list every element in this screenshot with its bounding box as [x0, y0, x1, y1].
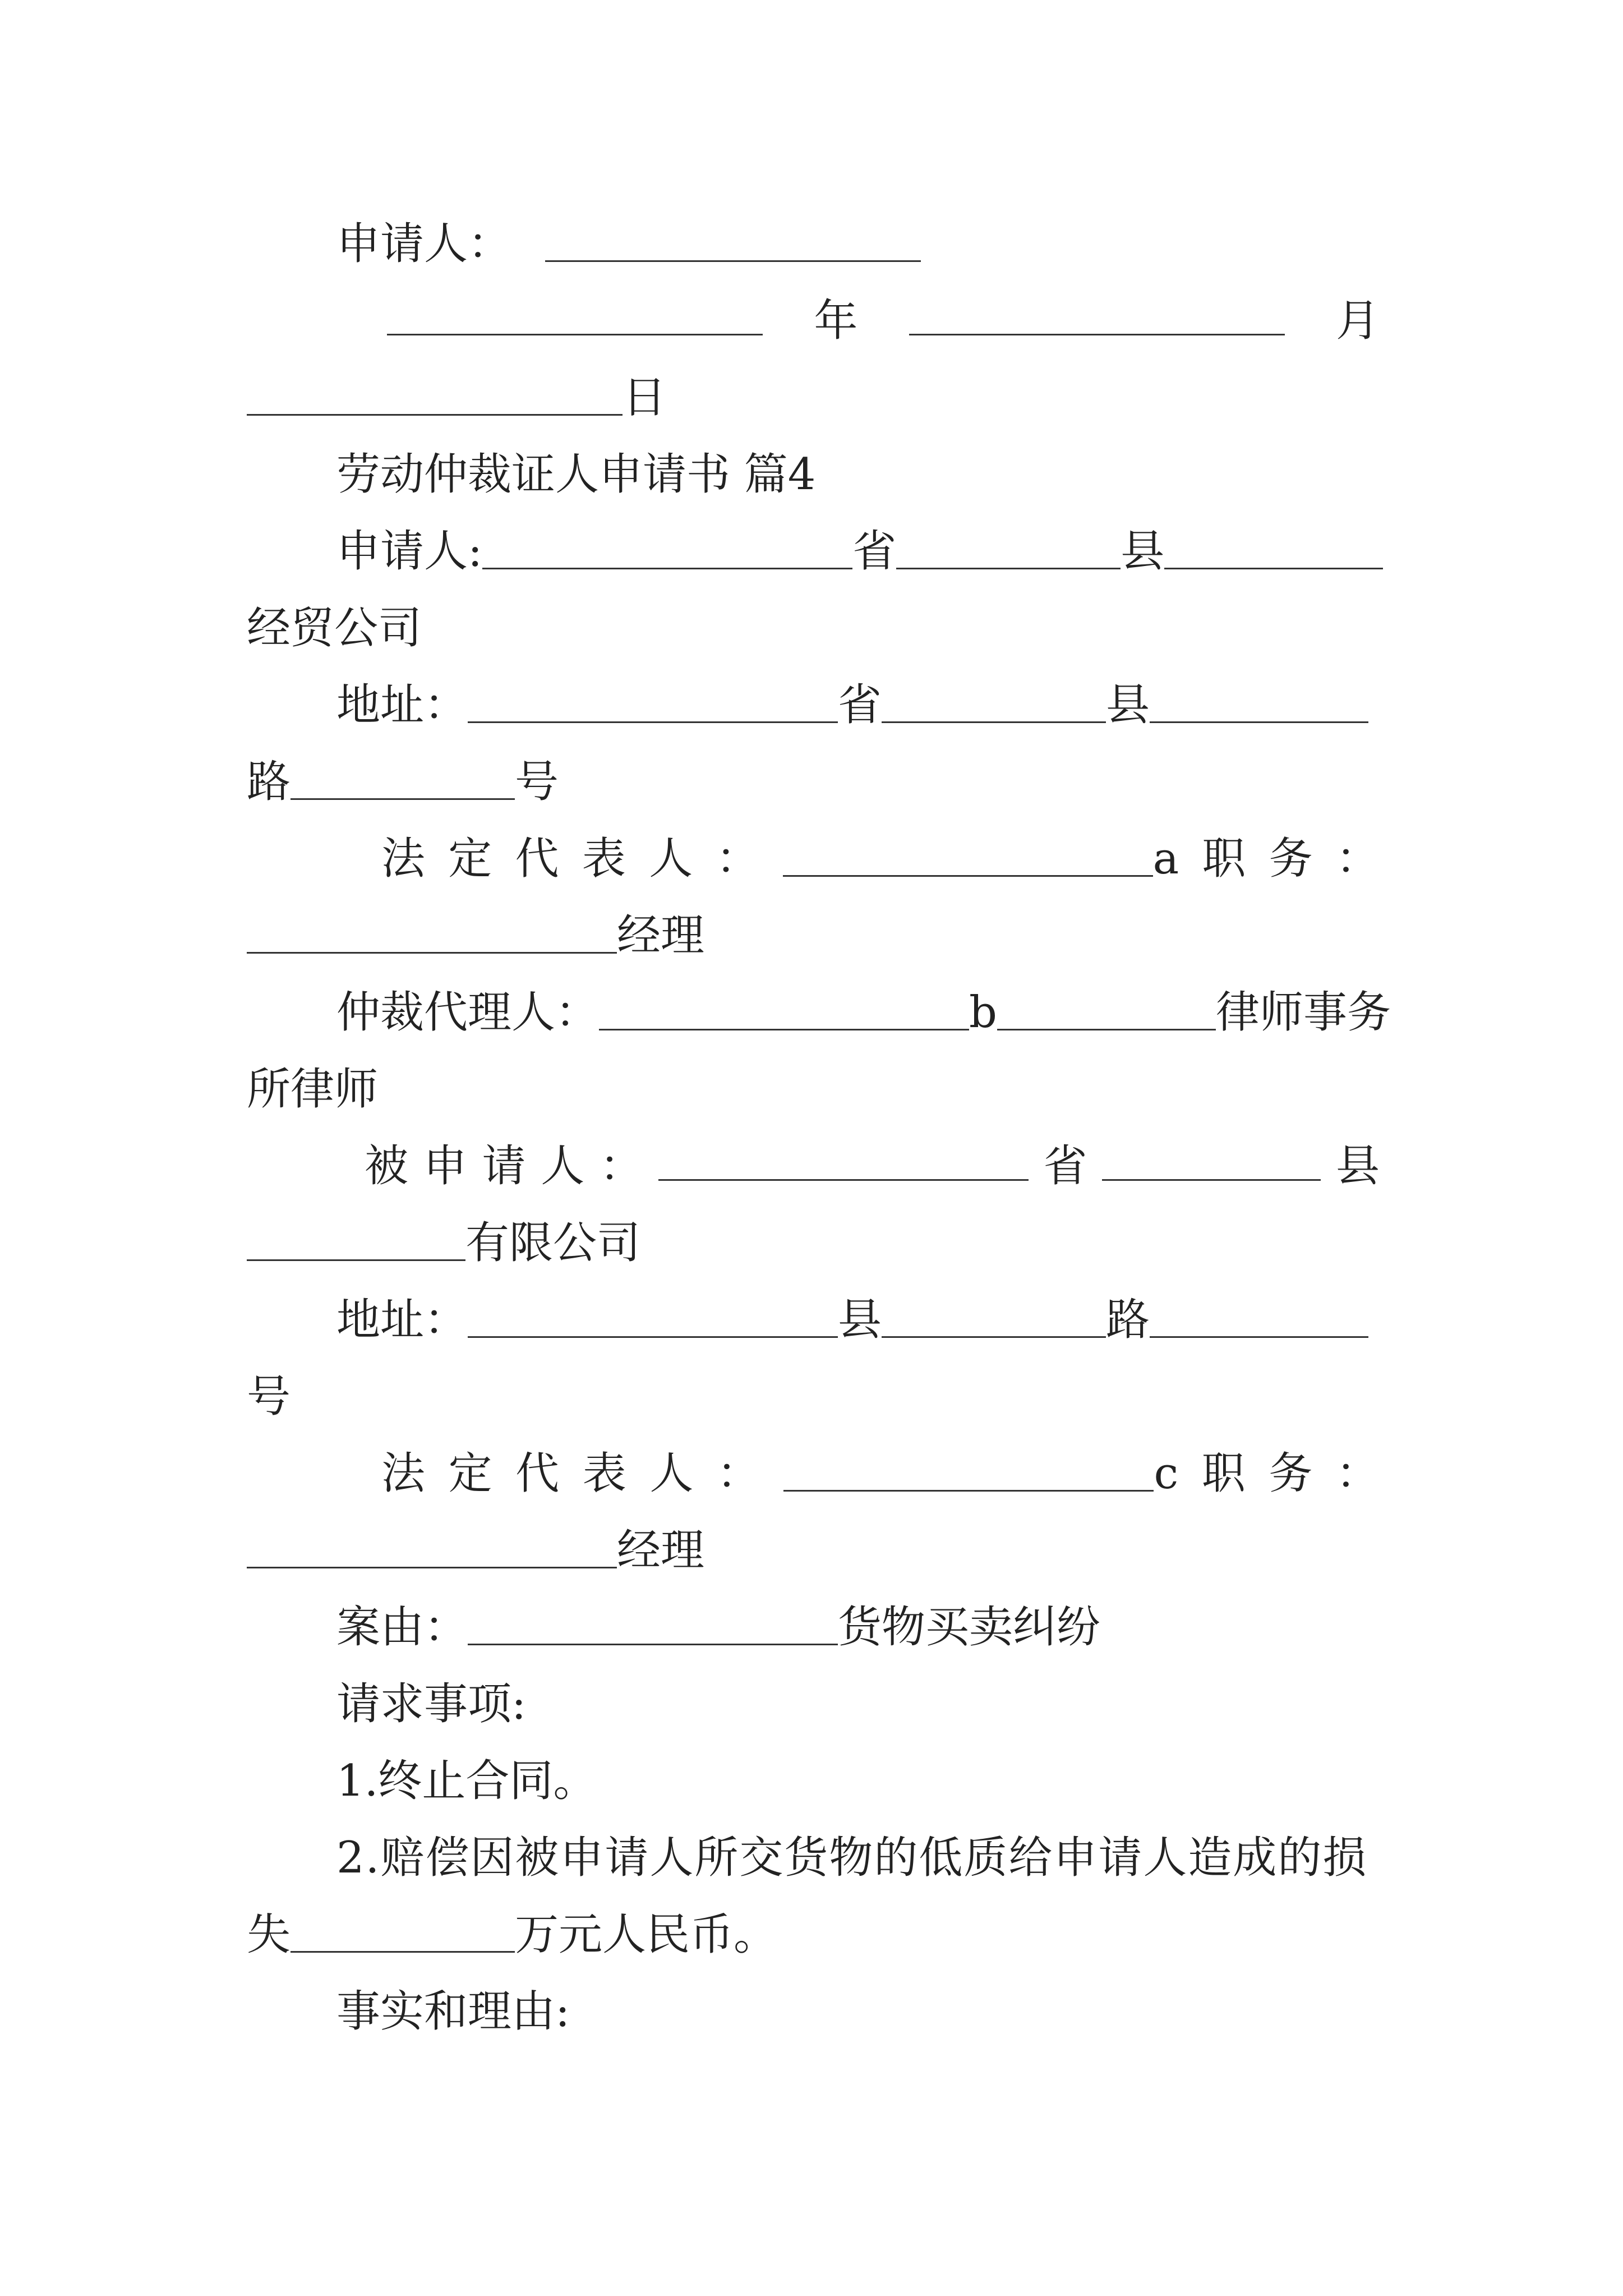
number-label: 号 [515, 757, 559, 807]
blank-field[interactable] [783, 1490, 1154, 1492]
legal-rep-line [381, 828, 1380, 890]
char: 代 [515, 834, 559, 884]
facts-heading: 事实和理由: [336, 1986, 570, 2037]
blank-field[interactable] [468, 1644, 838, 1645]
lawyer-label: 所律师 [247, 1064, 379, 1115]
province-label: 省 [838, 680, 882, 730]
char: 表 [582, 834, 626, 884]
blank-field[interactable] [247, 1567, 617, 1568]
legal-rep-line-2 [381, 1443, 1380, 1504]
blank-field[interactable] [909, 334, 1285, 335]
road-label: 路 [247, 757, 291, 807]
manager-line [247, 905, 704, 967]
claims-heading: 请求事项: [336, 1679, 527, 1729]
claim-item-1: 1.终止合同。 [336, 1756, 597, 1806]
char: ： [716, 834, 760, 884]
claim-item-2-cont [247, 1904, 777, 1966]
applicant-sign-line [336, 213, 921, 275]
amount-suffix: 万元人民币。 [515, 1910, 778, 1960]
blank-field[interactable] [658, 1179, 1029, 1181]
blank-field[interactable] [896, 568, 1121, 569]
province-label: 省 [852, 526, 897, 577]
day-line [247, 367, 666, 429]
char: ： [1335, 1448, 1380, 1499]
address-label: 地址： [336, 680, 468, 730]
char: 请 [482, 1141, 526, 1191]
char: 人 [649, 1448, 694, 1499]
blank-field[interactable] [545, 260, 921, 262]
road-line [247, 751, 559, 813]
blank-field[interactable] [882, 1336, 1106, 1338]
blank-field[interactable] [468, 721, 838, 723]
blank-field[interactable] [1164, 568, 1383, 569]
company-type: 经贸公司 [247, 603, 422, 654]
case-cause-line [336, 1596, 1100, 1658]
manager-label: 经理 [617, 1525, 705, 1576]
char: 代 [515, 1448, 560, 1499]
char: 务 [1269, 834, 1313, 884]
char: 职 [1202, 834, 1246, 884]
blank-field[interactable] [482, 568, 852, 569]
number-label: 号 [247, 1372, 291, 1422]
county-label: 县 [1335, 1141, 1380, 1191]
month-label: 月 [1335, 296, 1380, 346]
manager-line-2 [247, 1520, 704, 1581]
blank-field[interactable] [1102, 1179, 1321, 1181]
char: 被 [365, 1141, 409, 1191]
dispute-type: 货物买卖纠纷 [838, 1602, 1101, 1653]
char: ： [1335, 834, 1380, 884]
char: ： [716, 1448, 760, 1499]
blank-field[interactable] [468, 1336, 838, 1338]
char: 人 [649, 834, 693, 884]
county-label: 县 [838, 1295, 882, 1345]
blank-field[interactable] [783, 875, 1153, 877]
char: 务 [1269, 1448, 1313, 1499]
blank-field[interactable] [247, 952, 617, 954]
char: 表 [582, 1448, 626, 1499]
blank-field[interactable] [599, 1029, 969, 1030]
blank-field[interactable] [1150, 1336, 1368, 1338]
law-firm-label: 律师事务 [1215, 987, 1391, 1038]
blank-field[interactable] [247, 414, 623, 416]
char: a [1152, 834, 1179, 884]
applicant-address-line [336, 674, 1380, 736]
manager-label: 经理 [617, 910, 705, 961]
arbitration-agent-line [336, 982, 1391, 1043]
char: ： [600, 1141, 644, 1191]
date-line [387, 290, 1380, 352]
char: 人 [541, 1141, 585, 1191]
address-label: 地址： [336, 1295, 468, 1345]
section-title: 劳动仲裁证人申请书 篇4 [336, 449, 816, 500]
char: 职 [1201, 1448, 1246, 1499]
loss-prefix: 失 [247, 1910, 291, 1960]
char: 法 [381, 834, 426, 884]
county-label: 县 [1121, 526, 1165, 577]
blank-field[interactable] [882, 721, 1106, 723]
blank-field[interactable] [387, 334, 763, 335]
blank-field[interactable] [997, 1029, 1216, 1030]
char: b [969, 987, 997, 1038]
day-label: 日 [623, 372, 667, 423]
char: 定 [448, 1448, 492, 1499]
char: c [1154, 1448, 1179, 1499]
applicant-label: 申请人: [336, 526, 483, 577]
applicant-line [336, 521, 1380, 582]
year-label: 年 [814, 296, 858, 346]
limited-company-line [247, 1212, 640, 1274]
county-label: 县 [1106, 680, 1150, 730]
blank-field[interactable] [247, 1259, 465, 1261]
province-label: 省 [1043, 1141, 1087, 1191]
char: 申 [423, 1141, 467, 1191]
respondent-line [365, 1135, 1380, 1197]
blank-field[interactable] [291, 1951, 515, 1953]
blank-field[interactable] [291, 798, 515, 800]
case-cause-label: 案由： [336, 1602, 468, 1653]
applicant-label: 申请人： [336, 219, 512, 269]
respondent-address-line [336, 1289, 1380, 1351]
char: 法 [381, 1448, 426, 1499]
blank-field[interactable] [1150, 721, 1368, 723]
char: 定 [448, 834, 492, 884]
claim-item-2: 2.赔偿因被申请人所交货物的低质给申请人造成的损 [336, 1833, 1368, 1883]
agent-label: 仲裁代理人： [336, 987, 600, 1038]
road-label: 路 [1106, 1295, 1150, 1345]
limited-company-label: 有限公司 [465, 1218, 641, 1268]
